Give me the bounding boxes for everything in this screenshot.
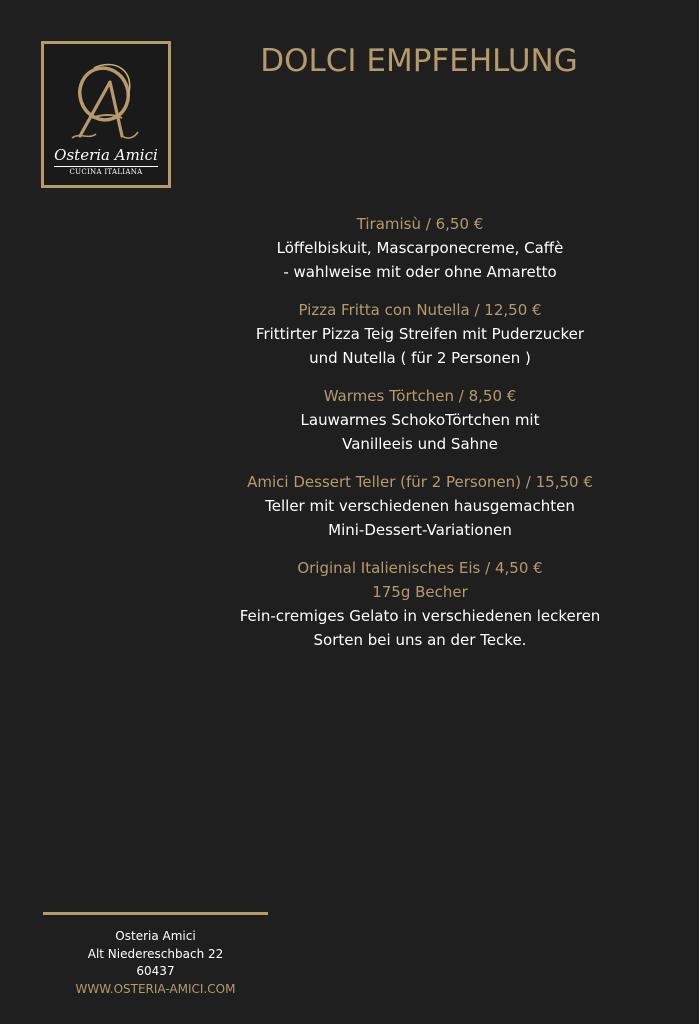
dish-title: Warmes Törtchen / 8,50 € bbox=[323, 387, 517, 405]
footer-name: Osteria Amici bbox=[115, 929, 196, 943]
logo-divider bbox=[54, 166, 158, 167]
dish-title: Amici Dessert Teller (für 2 Personen) / 15,50 € bbox=[247, 473, 593, 491]
dish-description: Lauwarmes SchokoTörtchen mit bbox=[300, 411, 540, 429]
dish-title: Pizza Fritta con Nutella / 12,50 € bbox=[298, 301, 542, 319]
logo-name: Osteria Amici bbox=[54, 146, 158, 164]
dish-description: - wahlweise mit oder ohne Amaretto bbox=[283, 263, 557, 281]
dish-eis bbox=[200, 556, 640, 652]
dish-description: Vanilleeis und Sahne bbox=[342, 435, 498, 453]
dish-description: Teller mit verschiedenen hausgemachten bbox=[265, 497, 575, 515]
dish-description: Fein-cremiges Gelato in verschiedenen leckeren bbox=[239, 607, 601, 625]
dessert-menu bbox=[200, 212, 640, 666]
dish-title: Tiramisù / 6,50 € bbox=[356, 215, 484, 233]
dish-description: Frittirter Pizza Teig Streifen mit Puderzucker bbox=[255, 325, 585, 343]
dish-description: Mini-Dessert-Variationen bbox=[328, 521, 512, 539]
dish-tiramisu bbox=[200, 212, 640, 284]
footer-zip: 60437 bbox=[136, 964, 175, 978]
dish-description: Sorten bei uns an der Tecke. bbox=[313, 631, 527, 649]
dish-description: Löffelbiskuit, Mascarponecreme, Caffè bbox=[276, 239, 564, 257]
page-title: DOLCI EMPFEHLUNG bbox=[260, 43, 578, 79]
dish-description: und Nutella ( für 2 Personen ) bbox=[309, 349, 531, 367]
footer-website-link[interactable]: WWW.OSTERIA-AMICI.COM bbox=[75, 981, 236, 996]
dish-dessert-teller bbox=[200, 470, 640, 542]
dish-warmes-toertchen bbox=[200, 384, 640, 456]
dish-subtitle: 175g Becher bbox=[372, 583, 468, 601]
logo bbox=[41, 41, 171, 188]
footer-address bbox=[43, 928, 268, 998]
logo-tagline: CUCINA ITALIANA bbox=[69, 168, 143, 176]
footer-divider bbox=[43, 912, 268, 915]
dish-title: Original Italienisches Eis / 4,50 € bbox=[297, 559, 543, 577]
dish-pizza-fritta bbox=[200, 298, 640, 370]
footer-street: Alt Niedereschbach 22 bbox=[87, 946, 224, 961]
